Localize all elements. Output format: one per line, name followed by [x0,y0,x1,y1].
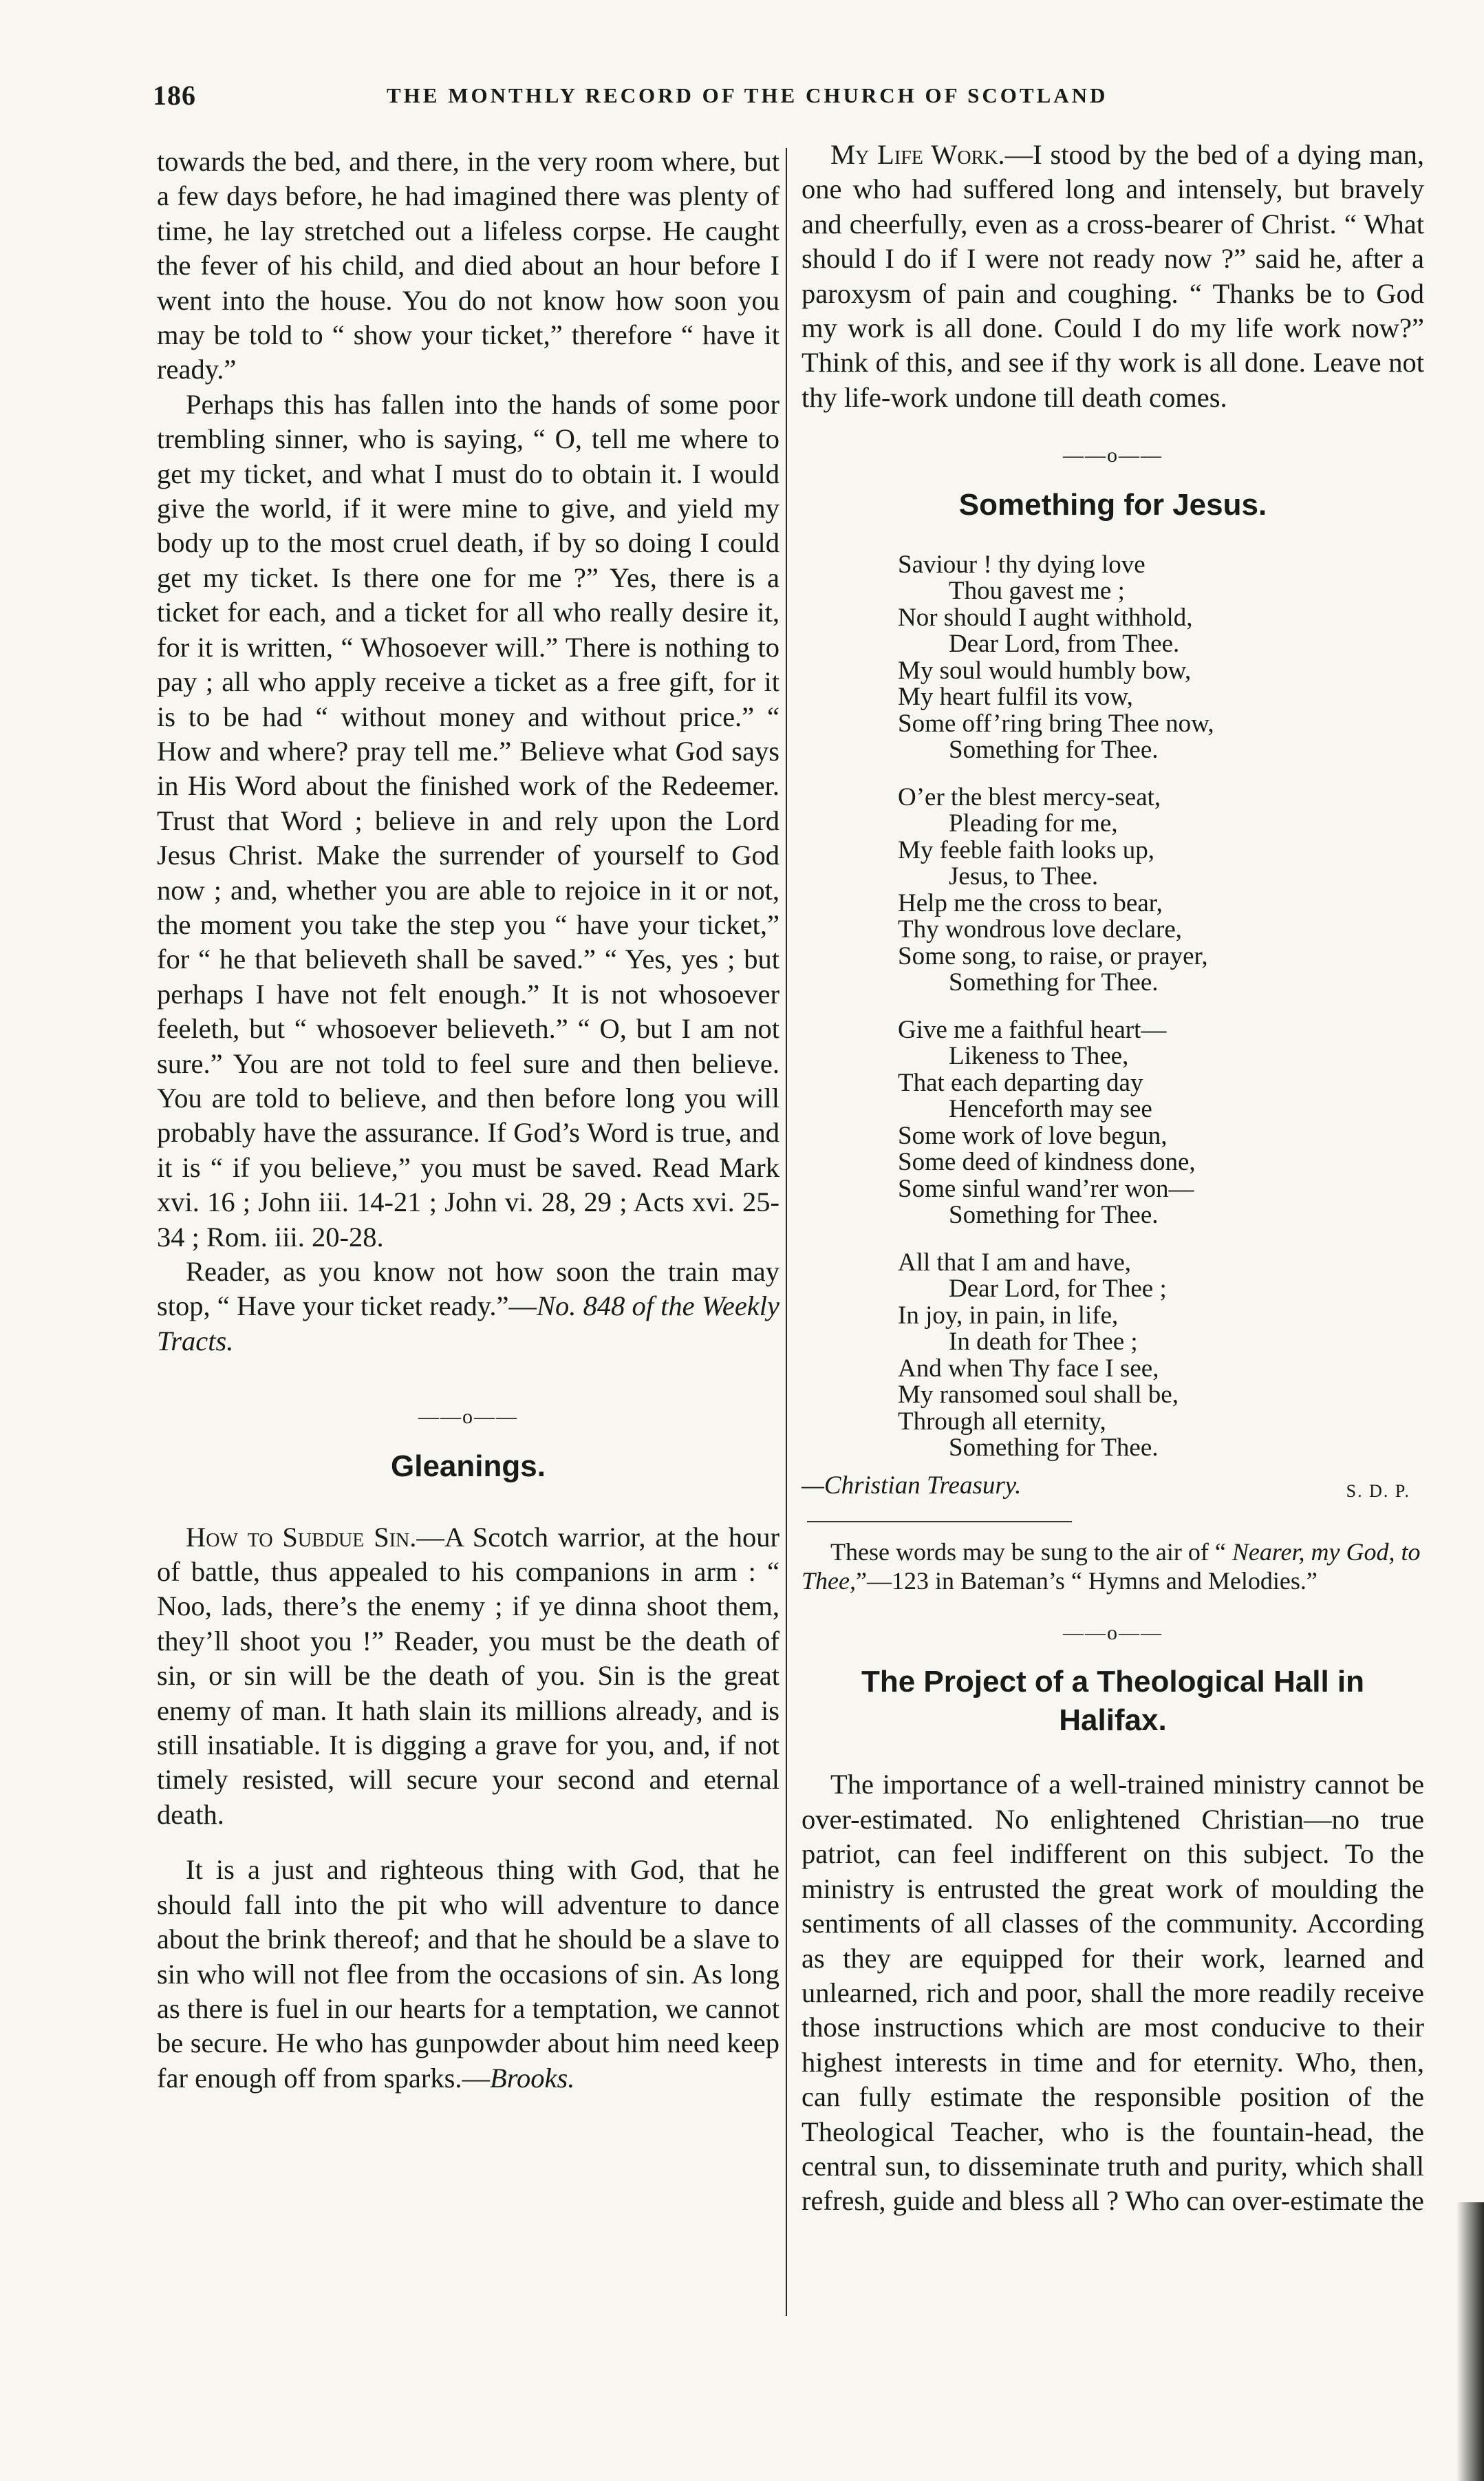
poem-line: Some sinful wand’rer won— [898,1174,1194,1203]
poem-line: Saviour ! thy dying love [898,550,1146,579]
tune-note-text: These words may be sung to the air of “ [830,1538,1232,1566]
page-header [153,79,1198,120]
short-rule [807,1521,1072,1522]
righteous-paragraph [157,1853,779,2096]
poem-line: Some deed of kindness done, [898,1148,1196,1177]
life-work-text: —I stood by the bed of a dying man, one who had suffered long and intensely, but bravely and cheerfully, even as a cross-bearer of Christ. “ What should I do if I were not ready now ?” said he, after a paroxysm of pain and coughing. “ Thanks be to God my work is all done. Could I do my life work now?” Think of this, and see if thy work is all done. Leave not thy life-work undone till death comes. [802,139,1424,413]
poem-line: Give me a faithful heart— [898,1015,1167,1044]
poem-line: Something for Thee. [949,968,1159,997]
section-separator: ——o—— [1063,444,1163,467]
life-work-heading: My Life Work. [830,139,1005,170]
gleanings-title: Gleanings. [391,1449,546,1483]
poem-line: Henceforth may see [949,1095,1152,1124]
ticket-paragraph-2: Perhaps this has fallen into the hands of some poor trembling sinner, who is saying, “ O, tell me where to get my ticket, and what I must do to obtain it. I would give the world, if it were mine to give, and yield my body up to the most cruel death, if by so doing I could get my ticket. Is there one for me ?” Yes, there is a ticket for each, and a ticket for all who really desire it, for it is written, “ Whosoever will.” There is nothing to pay ; all who apply receive a ticket as a free gift, for it is to be had “ without money and without price.” “ How and where? pray tell me.” Believe what God says in His Word about the finished work of the Redeemer. Trust that Word ; believe in and rely upon the Lord Jesus Christ. Make the surrender of yourself to God now ; and, whether you are able to rejoice in it or not, the moment you take the step you “ have your ticket,” for “ he that believeth shall be saved.” “ Yes, yes ; but perhaps I have not felt enough.” It is not whosoever feeleth, but “ whosoever believeth.” “ O, but I am not sure.” You are not told to feel sure and then believe. You are told to believe, and then before long you will probably have the assurance. If God’s Word is true, and it is “ if you believe,” you must be saved. Read Mark xvi. 16 ; John iii. 14-21 ; John vi. 28, 29 ; Acts xvi. 25-34 ; Rom. iii. 20-28. [157,388,779,1253]
page-edge-shadow [1456,2202,1484,2481]
poem-line: Some song, to raise, or prayer, [898,941,1208,970]
tune-note-reference: ”—123 in Bateman’s “ Hymns and Melodies.” [855,1567,1318,1595]
poem-line: O’er the blest mercy-seat, [898,782,1161,811]
poem-line: Some work of love begun, [898,1121,1168,1150]
poem-line: Jesus, to Thee. [949,862,1099,891]
poem-stanza [898,782,1424,997]
poem-line: My soul would humbly bow, [898,656,1192,685]
section-separator: ——o—— [418,1405,518,1429]
poem-line: That each departing day [898,1068,1143,1097]
poem-line: In joy, in pain, in life, [898,1301,1119,1330]
poem-line: Some off’ring bring Thee now, [898,709,1214,738]
poem-stanza [898,1017,1424,1229]
life-work-paragraph [802,138,1424,415]
poem-line: Through all eternity, [898,1407,1106,1436]
poem [898,552,1424,1462]
poem-line: Help me the cross to bear, [898,888,1163,917]
subdue-sin-heading: How to Subdue Sin. [186,1521,417,1553]
poem-line: Dear Lord, for Thee ; [949,1275,1167,1303]
section-separator: ——o—— [1063,1621,1163,1645]
tract-source: No. 848 of the Weekly Tracts. [157,1290,780,1356]
poem-line: My ransomed soul shall be, [898,1381,1179,1409]
poem-line: Something for Thee. [949,736,1159,765]
left-column [157,145,779,2096]
right-column [802,138,1424,2219]
running-head: THE MONTHLY RECORD OF THE CHURCH OF SCOTLAND [387,83,1108,107]
tune-note [802,1537,1424,1595]
righteous-text: It is a just and righteous thing with God, that he should fall into the pit who will adventure to dance about the brink thereof; and that he should be a slave to sin who will not flee from the occasions of sin. As long as there is fuel in our hearts for a temptation, we cannot be secure. He who has gunpowder about him need keep far enough off from sparks.— [157,1854,779,2094]
poem-line: Nor should I aught withhold, [898,603,1193,632]
theological-hall-title: The Project of a Theological Hall in Halifax. [861,1665,1364,1738]
poem-line: All that I am and have, [898,1248,1132,1277]
poem-line: Thou gavest me ; [949,577,1125,606]
poem-line: Something for Thee. [949,1201,1159,1230]
poem-stanza [898,1250,1424,1462]
poem-line: Pleading for me, [949,809,1118,838]
subdue-sin-text: —A Scotch warrior, at the hour of battle, thus appealed to his companions in arm : “ Noo, lads, there’s the enemy ; if ye dinna shoot them, they’ll shoot you !” Reader, you must be the death of sin, or sin will be the death of you. Sin is the great enemy of man. It hath slain its millions already, and is still insatiable. It is digging a grave for you, and, if not timely resisted, will secure your second and eternal death. [157,1521,779,1830]
poem-title: Something for Jesus. [958,487,1267,522]
poem-credit: —Christian Treasury. [802,1471,1022,1500]
poem-line: My feeble faith looks up, [898,835,1154,864]
poem-line: My heart fulfil its vow, [898,683,1133,712]
page-number: 186 [153,80,196,111]
poem-stanza [898,552,1424,764]
poem-line: And when Thy face I see, [898,1354,1159,1383]
ticket-closing-text: Reader, as you know not how soon the train may stop, “ Have your ticket ready.”— [157,1256,779,1322]
theological-hall-paragraph: The importance of a well-trained ministry cannot be over-estimated. No enlightened Christian—no true patriot, can feel indifferent on this subject. To the ministry is entrusted the great work of moulding the sentiments of all classes of the community. According as they are equipped for their work, learned and unlearned, rich and poor, shall the more readily receive those instructions which are most conducive to their highest interests in time and for eternity. Who, then, can fully estimate the responsible position of the Theological Teacher, who is the fountain-head, the central sun, to disseminate truth and purity, which shall refresh, guide and bless all ? Who can over-estimate the [802,1769,1424,2217]
brooks-source: Brooks. [490,2062,575,2094]
subdue-sin-paragraph [157,1520,779,1833]
column-divider [786,148,787,2316]
poem-line: Thy wondrous love declare, [898,915,1183,944]
ticket-paragraph-1: towards the bed, and there, in the very room where, but a few days before, he had imagined there was plenty of time, he lay stretched out a lifeless corpse. He caught the fever of his child, and died about an hour before I went into the house. You do not know how soon you may be told to “ show your ticket,” therefore “ have it ready.” [157,146,779,385]
poem-line: Something for Thee. [949,1434,1159,1462]
poem-line: In death for Thee ; [949,1328,1138,1356]
tune-name: Nearer, my God, to Thee, [802,1538,1421,1595]
poem-signature: S. D. P. [1346,1480,1410,1501]
ticket-paragraph-3 [157,1255,779,1359]
poem-line: Likeness to Thee, [949,1042,1129,1071]
poem-footer [802,1469,1424,1503]
poem-line: Dear Lord, from Thee. [949,630,1180,659]
